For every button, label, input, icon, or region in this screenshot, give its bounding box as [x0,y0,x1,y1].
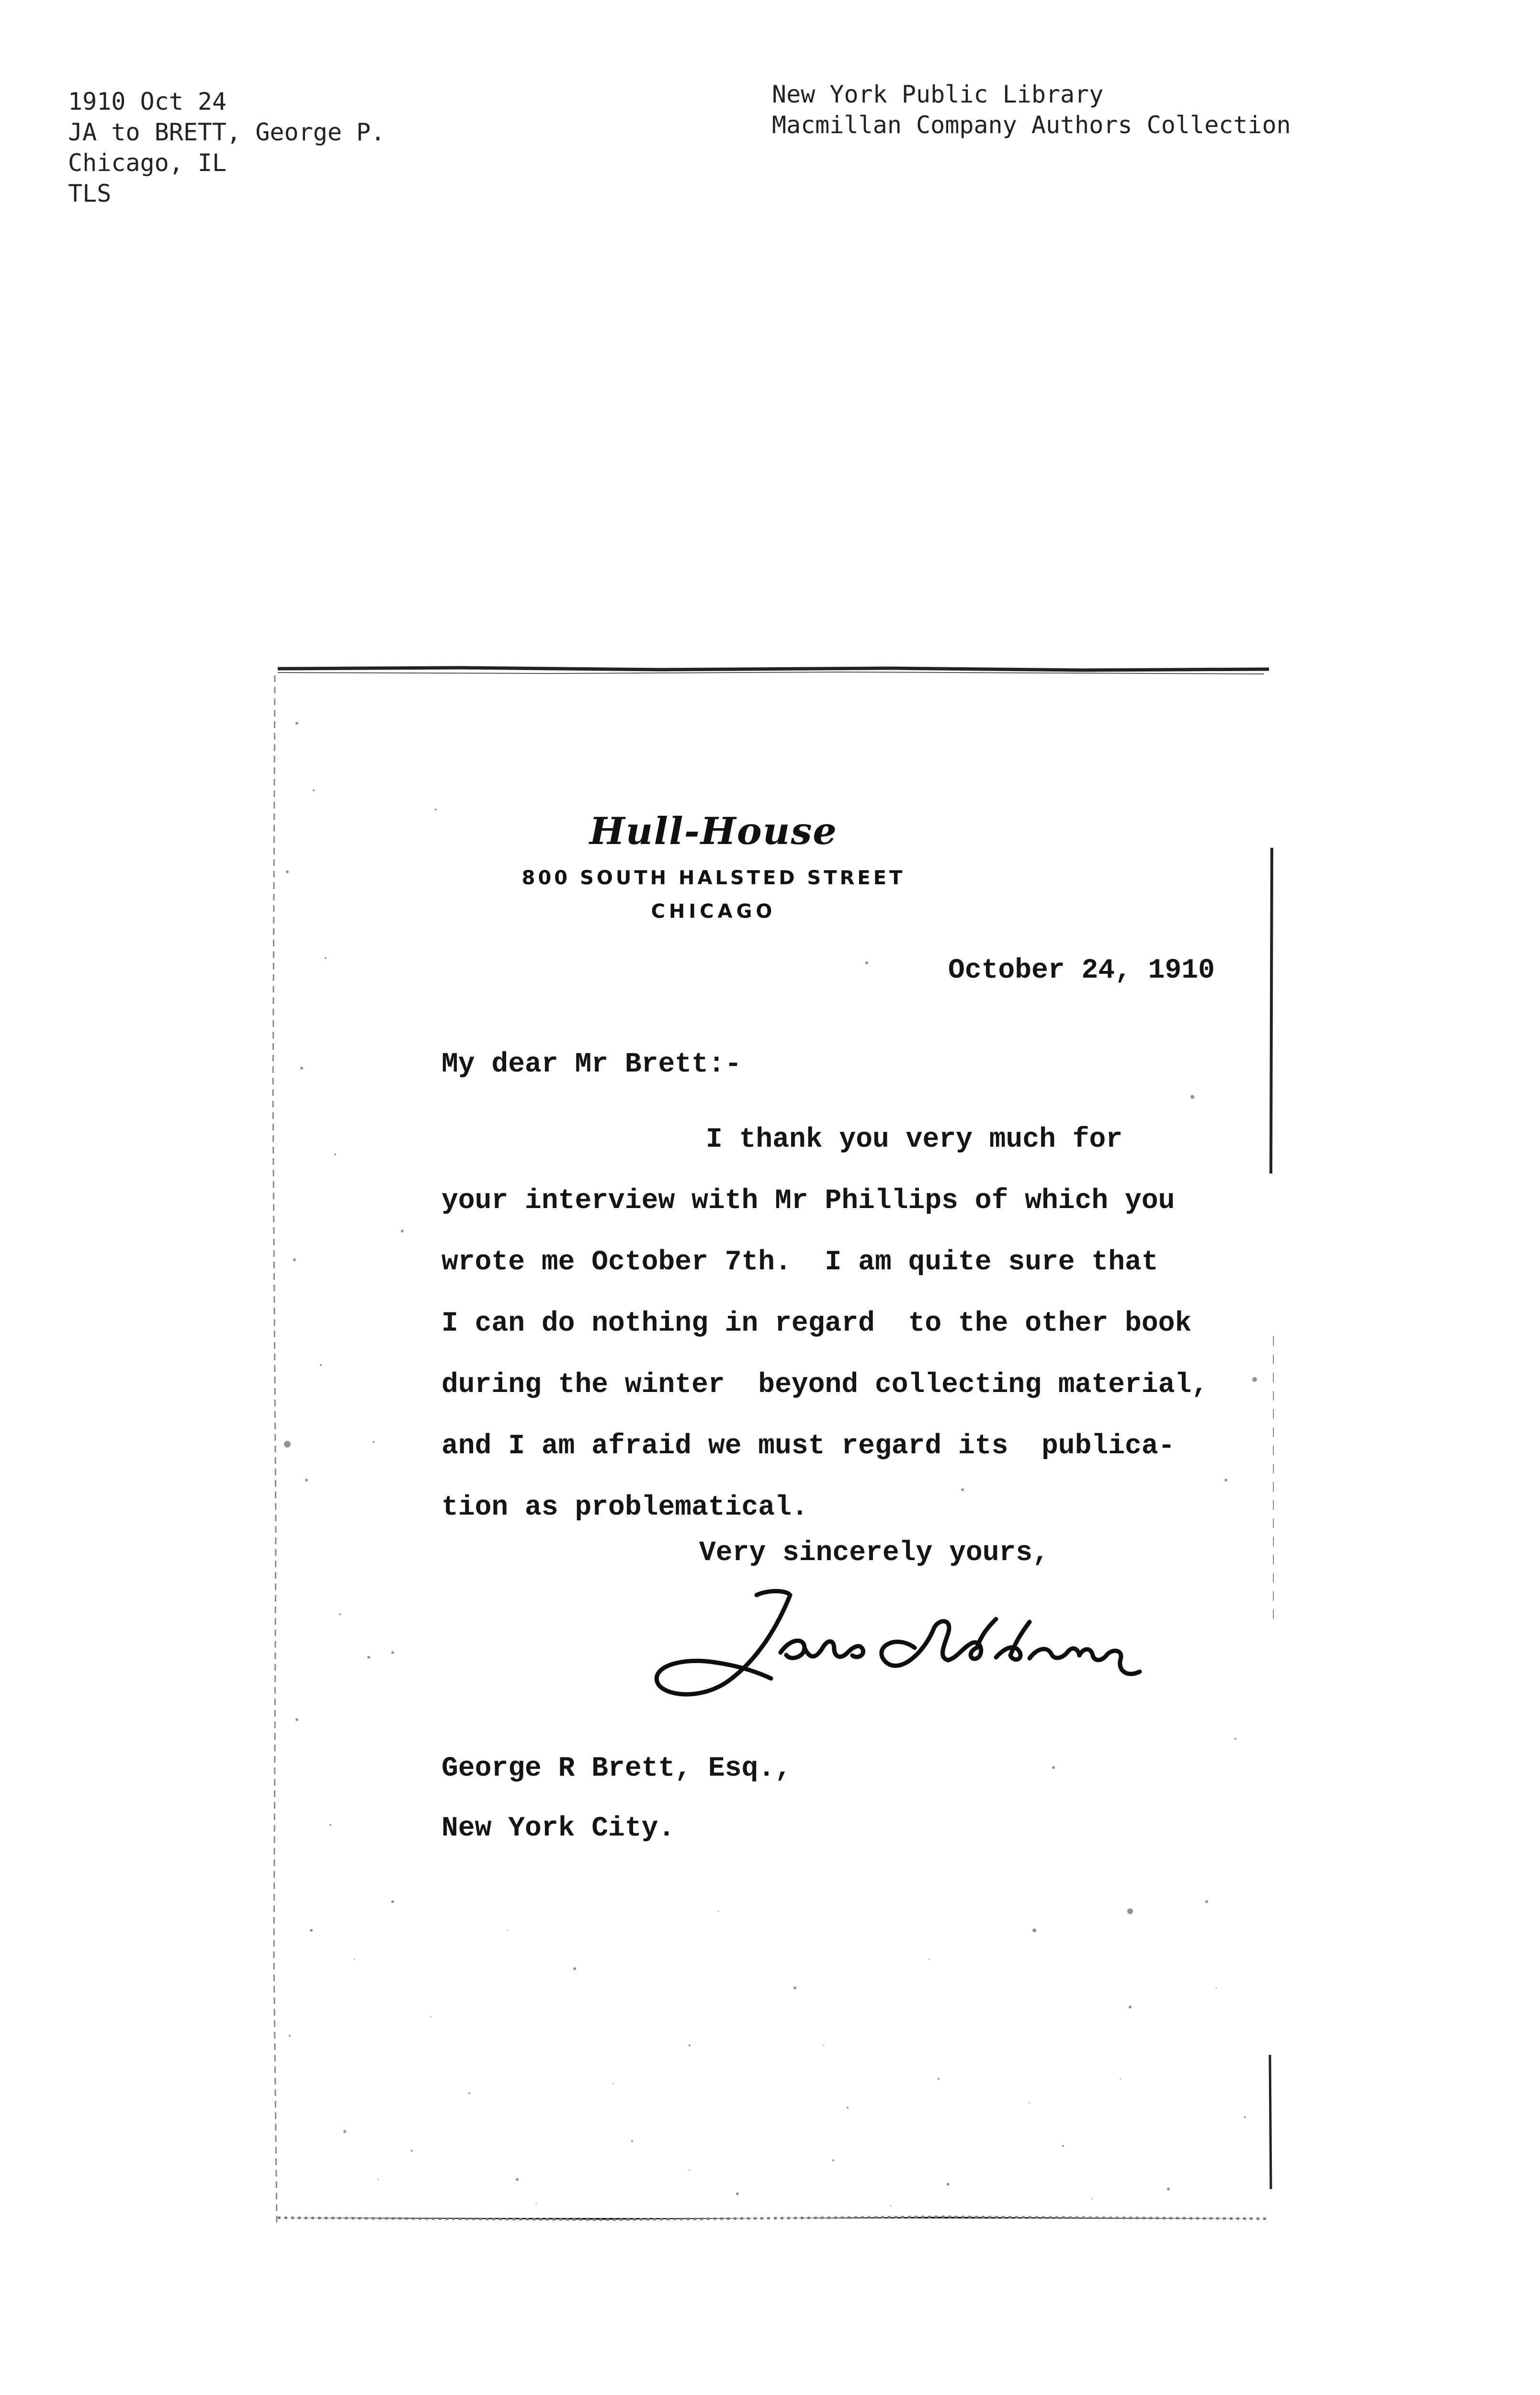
catalog-correspondents: JA to BRETT, George P. [68,118,385,146]
body-line: I can do nothing in regard to the other book [442,1308,1192,1339]
body-line: during the winter beyond collecting material, [442,1369,1209,1401]
letterhead-city: CHICAGO [651,901,776,923]
catalog-label-left [68,86,385,209]
body-line: I thank you very much for [706,1124,1123,1155]
recipient-name: George R Brett, Esq., [442,1753,792,1784]
closing: Very sincerely yours, [699,1538,1049,1569]
body-line: and I am afraid we must regard its publica- [442,1431,1175,1462]
body-line: tion as problematical. [442,1492,808,1523]
letterhead-name: Hull-House [589,810,838,853]
salutation: My dear Mr Brett:- [442,1049,742,1080]
catalog-collection: Macmillan Company Authors Collection [772,111,1291,139]
letter-sheet [268,666,1274,2232]
catalog-doc-type: TLS [68,180,112,207]
body-line: wrote me October 7th. I am quite sure that [442,1247,1158,1278]
catalog-repository: New York Public Library [772,80,1104,108]
letter-date: October 24, 1910 [948,955,1215,986]
handwritten-signature [646,1576,1197,1705]
body-line: your interview with Mr Phillips of which you [442,1186,1175,1217]
catalog-place: Chicago, IL [68,149,227,177]
letter-body [442,1109,1208,1539]
letterhead-address: 800 SOUTH HALSTED STREET [521,867,906,889]
catalog-label-right [772,79,1291,140]
recipient-city: New York City. [442,1813,675,1844]
catalog-date: 1910 Oct 24 [68,88,227,115]
